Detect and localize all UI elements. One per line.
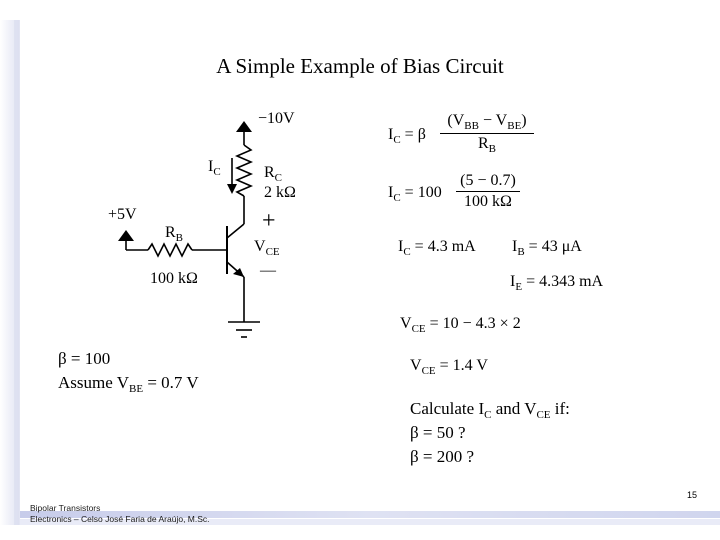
vbb-label: +5V [108, 206, 137, 223]
exercise-prompt: Calculate $I_C$ and $V_{CE}$ if: [410, 399, 570, 421]
vce-plus-sign: + [262, 208, 276, 234]
footer-course: Bipolar Transistors [30, 503, 101, 513]
eq1-lhs: $I_C = \beta$ [388, 126, 426, 146]
eq1-denominator: $R_B$ [477, 135, 496, 155]
ic-result: $I_C = 4.3$ mA [398, 238, 476, 258]
beta-given: β = 100 [58, 349, 111, 368]
eq1-numerator: $(V_{BB} - V_{BE})$ [440, 112, 534, 134]
rc-label: $R_C$ [264, 164, 283, 184]
vce-minus-sign: — [260, 262, 276, 279]
vce-result: $V_{CE} = 1.4$ V [410, 357, 488, 377]
eq2-lhs: $I_C = 100$ [388, 184, 442, 204]
ie-result: $I_E = 4.343$ mA [510, 273, 604, 293]
rb-value: 100 kΩ [150, 270, 198, 287]
exercise-beta-50: β = 50 ? [410, 423, 466, 442]
vbb-arrow-icon [118, 230, 134, 241]
ib-result: $I_B = 43$ μA [512, 238, 582, 258]
rb-resistor [148, 244, 192, 256]
rc-resistor [237, 145, 251, 196]
eq1-fraction [440, 112, 534, 155]
vce-equation: $V_{CE} = 10 - 4.3 \times 2$ [400, 315, 521, 335]
exercise-beta-200: β = 200 ? [410, 447, 475, 466]
vcc-label: −10V [258, 110, 295, 127]
vcc-arrow-icon [236, 121, 252, 132]
rb-label: $R_B$ [165, 224, 184, 244]
eq2-numerator: (5 − 0.7) [456, 172, 520, 192]
page-number: 15 [687, 490, 698, 500]
vbe-assumption: Assume $V_{BE} = 0.7$ V [58, 373, 199, 395]
rc-value: 2 kΩ [264, 184, 296, 201]
footer-author: Electronics – Celso José Faria de Araújo, M.Sc. [30, 514, 210, 524]
ic-label: $I_C$ [208, 158, 221, 178]
eq2-denominator: 100 kΩ [464, 193, 512, 210]
ic-current-arrow-icon [227, 184, 237, 194]
slide-title: A Simple Example of Bias Circuit [216, 54, 504, 78]
vce-label: $V_{CE}$ [254, 238, 280, 258]
eq2-fraction [456, 172, 520, 211]
